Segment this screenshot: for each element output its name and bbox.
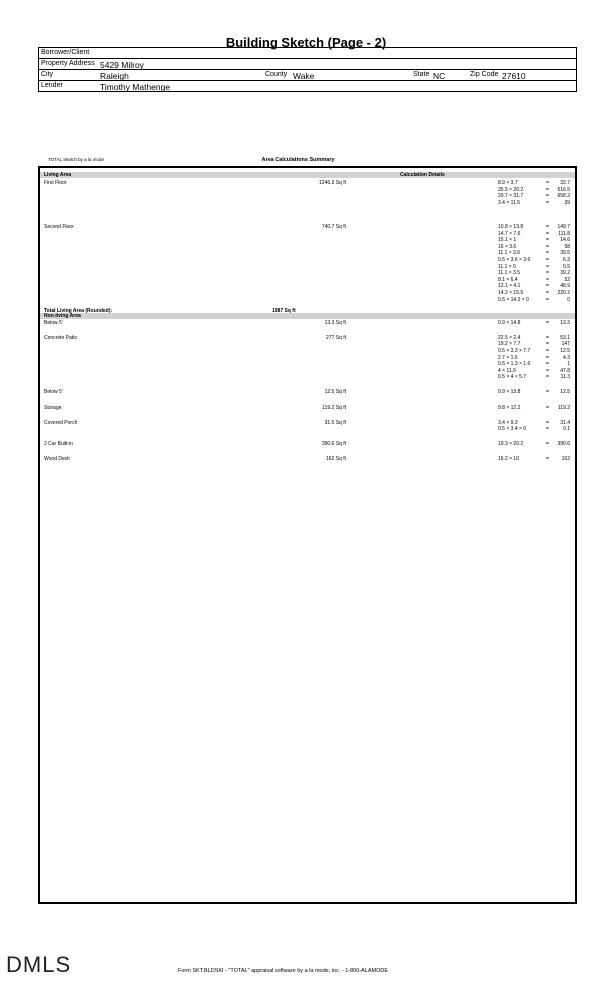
calc-expression: 4 × 11.9 xyxy=(498,367,516,374)
calc-expression: 16 × 3.6 xyxy=(498,243,517,250)
calc-result: 52 xyxy=(564,276,570,283)
lender-row xyxy=(39,81,576,92)
county-label: County xyxy=(265,71,288,78)
property-row xyxy=(39,59,576,70)
calc-line xyxy=(498,389,570,396)
property-label: Property Address xyxy=(41,60,95,67)
area-calculations-box xyxy=(38,166,577,904)
calc-result: 53.1 xyxy=(560,334,570,341)
calc-expression: 19.2 × 7.7 xyxy=(498,341,521,348)
area-value: 13.3 Sq ft xyxy=(324,320,346,327)
living-area-header xyxy=(40,172,575,178)
state-label: State xyxy=(413,71,430,78)
calc-line xyxy=(498,224,570,231)
calc-expression: 11.1 × 0 xyxy=(498,263,516,270)
calc-line xyxy=(498,355,570,362)
calc-line xyxy=(498,320,570,327)
non-living-area-label: Non-living Area xyxy=(44,313,81,320)
calc-expression: 3.4 × 9.3 xyxy=(498,419,518,426)
calc-line xyxy=(498,456,570,463)
area-name: Concrete Patio xyxy=(44,334,78,341)
non-living-area-header xyxy=(40,313,575,319)
calc-result: 658.2 xyxy=(557,193,570,200)
calc-line xyxy=(498,193,570,200)
calc-expression: 0.5 × 14.2 × 0 xyxy=(498,296,529,303)
calc-equals: = xyxy=(546,334,549,341)
calc-equals: = xyxy=(546,193,549,200)
calc-result: 149.7 xyxy=(557,223,570,230)
property-value: 5429 Milroy xyxy=(100,60,144,70)
calc-expression: 0.5 × 1.3 × 1.6 xyxy=(498,361,531,368)
calc-result: 4.3 xyxy=(563,354,570,361)
area-name: First Floor xyxy=(44,180,67,186)
area-value: 740.7 Sq ft xyxy=(321,223,346,230)
calc-line xyxy=(498,180,570,187)
calc-result: 48.9 xyxy=(560,283,570,290)
calc-expression: 16.2 × 10 xyxy=(498,456,519,463)
calc-line xyxy=(498,237,570,244)
calc-result: 0.5 xyxy=(563,263,570,270)
calc-expression: 0.5 × 3.4 × 0 xyxy=(498,426,527,433)
calc-expression: 11.1 × 3.6 xyxy=(498,250,521,257)
calc-line xyxy=(498,264,570,271)
calc-equals: = xyxy=(546,237,549,244)
area-name: 2 Car Built-in xyxy=(44,441,73,448)
area-name: Below 5' xyxy=(44,389,63,396)
area-name: Wood Deck xyxy=(44,456,70,463)
form-footer: Form SKT.BLDSKI - "TOTAL" appraisal software by a la mode, inc. - 1-800-ALAMODE xyxy=(178,968,389,974)
borrower-label: Borrower/Client xyxy=(41,49,90,56)
calc-line xyxy=(498,187,570,194)
calc-line xyxy=(498,348,570,355)
calc-equals: = xyxy=(546,341,549,348)
calc-result: 119.2 xyxy=(557,404,570,411)
state-value: NC xyxy=(433,71,446,81)
calc-line xyxy=(498,374,570,381)
calc-line xyxy=(498,441,570,448)
calc-equals: = xyxy=(546,320,549,327)
calc-line xyxy=(498,250,570,257)
calc-expression: 0.9 × 13.8 xyxy=(498,389,521,396)
area-name: Storage xyxy=(44,404,62,411)
area-value: 119.2 Sq ft xyxy=(322,404,346,411)
calc-line xyxy=(498,277,570,284)
calc-expression: 0.9 × 14.8 xyxy=(498,320,521,327)
calc-result: 31.4 xyxy=(560,419,570,426)
area-value: 162 Sq ft xyxy=(325,456,346,463)
calc-result: 39.2 xyxy=(560,270,570,277)
calc-expression: 0.5 × 3.6 × 3.6 xyxy=(498,256,531,263)
area-name: Below 5' xyxy=(44,320,63,327)
calc-equals: = xyxy=(546,367,549,374)
calc-line xyxy=(498,368,570,375)
area-value: 1246.3 Sq ft xyxy=(319,180,346,186)
calc-equals: = xyxy=(546,419,549,426)
calc-line xyxy=(498,426,570,433)
calc-equals: = xyxy=(546,230,549,237)
calc-result: 58 xyxy=(564,243,570,250)
calc-equals: = xyxy=(546,263,549,270)
calc-line xyxy=(498,335,570,342)
calc-result: 6.3 xyxy=(563,256,570,263)
calc-expression: 9.8 × 12.2 xyxy=(498,404,521,411)
calc-expression: 19.3 × 20.2 xyxy=(498,441,524,448)
calc-equals: = xyxy=(546,243,549,250)
calc-expression: 3.4 × 11.5 xyxy=(498,199,521,206)
dmls-logo: DMLS xyxy=(6,952,72,977)
calc-expression: 14.7 × 7.6 xyxy=(498,230,521,237)
calc-expression: 8.9 × 3.7 xyxy=(498,180,518,186)
calc-line xyxy=(498,405,570,412)
calc-result: 32.7 xyxy=(560,180,570,186)
calc-result: 220.2 xyxy=(557,289,570,296)
calc-equals: = xyxy=(546,374,549,381)
calc-result: 516.5 xyxy=(557,186,570,193)
calc-line xyxy=(498,200,570,207)
calc-equals: = xyxy=(546,270,549,277)
calc-equals: = xyxy=(546,404,549,411)
calc-line xyxy=(498,244,570,251)
area-value: 12.5 Sq ft xyxy=(324,389,346,396)
calc-expression: 10.8 × 13.8 xyxy=(498,223,524,230)
calc-result: 0.1 xyxy=(563,426,570,433)
calc-line xyxy=(498,297,570,304)
calc-line xyxy=(498,341,570,348)
calc-expression: 25.5 × 20.2 xyxy=(498,186,524,193)
county-value: Wake xyxy=(293,71,315,81)
calc-equals: = xyxy=(546,256,549,263)
calc-expression: 22.5 × 2.4 xyxy=(498,334,521,341)
calc-result: 39 xyxy=(564,199,570,206)
calc-expression: 11.1 × 3.5 xyxy=(498,270,521,277)
city-value: Raleigh xyxy=(100,71,129,81)
calc-equals: = xyxy=(546,296,549,303)
lender-label: Lender xyxy=(41,82,63,89)
area-value: 390.6 Sq ft xyxy=(321,441,346,448)
calc-line xyxy=(498,361,570,368)
lender-value: Timothy Mathenge xyxy=(100,82,171,92)
calc-result: 1 xyxy=(567,361,570,368)
calc-result: 0 xyxy=(567,296,570,303)
total-living-label: Total Living Area (Rounded): xyxy=(44,307,113,314)
area-value: 31.5 Sq ft xyxy=(324,419,346,426)
calc-expression: 14.2 × 15.5 xyxy=(498,289,524,296)
calc-result: 12.5 xyxy=(560,347,570,354)
calc-line xyxy=(498,270,570,277)
calc-equals: = xyxy=(546,186,549,193)
area-value: 277 Sq ft xyxy=(325,334,346,341)
calc-result: 11.3 xyxy=(560,374,570,381)
software-note: TOTAL Sketch by a la mode xyxy=(48,157,104,162)
calc-equals: = xyxy=(546,283,549,290)
page-title: Building Sketch (Page - 2) xyxy=(225,35,387,50)
calc-expression: 20.7 × 31.7 xyxy=(498,193,524,200)
calc-equals: = xyxy=(546,180,549,186)
calc-equals: = xyxy=(546,223,549,230)
city-label: City xyxy=(41,71,54,78)
calc-expression: 15.1 × 1 xyxy=(498,237,517,244)
calc-equals: = xyxy=(546,456,549,463)
total-living-value: 1987 Sq ft xyxy=(272,307,296,314)
living-area-label: Living Area xyxy=(44,172,72,178)
calc-expression: 0.5 × 4 × 5.7 xyxy=(498,374,527,381)
calc-equals: = xyxy=(546,347,549,354)
calculation-details-label: Calculation Details xyxy=(400,172,445,178)
summary-title: Area Calculations Summary xyxy=(261,157,335,163)
calc-line xyxy=(498,257,570,264)
calc-result: 162 xyxy=(561,456,570,463)
calc-result: 390.6 xyxy=(557,441,570,448)
calc-result: 13.3 xyxy=(560,320,570,327)
calc-expression: 8.1 × 6.4 xyxy=(498,276,518,283)
calc-result: 14.6 xyxy=(560,237,570,244)
calc-line xyxy=(498,290,570,297)
calc-equals: = xyxy=(546,199,549,206)
calc-result: 147 xyxy=(561,341,570,348)
calc-equals: = xyxy=(546,441,549,448)
calc-equals: = xyxy=(546,426,549,433)
zip-label: Zip Code xyxy=(470,71,499,78)
calc-result: 47.8 xyxy=(560,367,570,374)
property-header xyxy=(38,47,577,92)
calc-equals: = xyxy=(546,250,549,257)
calc-line xyxy=(498,420,570,427)
calc-equals: = xyxy=(546,389,549,396)
city-row xyxy=(39,70,576,81)
calc-expression: 12.1 × 4.1 xyxy=(498,283,521,290)
calc-equals: = xyxy=(546,361,549,368)
calc-result: 39.5 xyxy=(560,250,570,257)
calc-expression: 0.5 × 3.3 × 7.7 xyxy=(498,347,531,354)
area-name: Second Floor xyxy=(44,223,74,230)
borrower-row xyxy=(39,48,576,59)
calc-result: 12.5 xyxy=(560,389,570,396)
calc-equals: = xyxy=(546,276,549,283)
calc-equals: = xyxy=(546,289,549,296)
calc-line xyxy=(498,283,570,290)
zip-value: 27610 xyxy=(502,71,526,81)
calc-line xyxy=(498,231,570,238)
calc-equals: = xyxy=(546,354,549,361)
calc-result: 111.8 xyxy=(558,230,570,237)
area-name: Covered Porch xyxy=(44,419,78,426)
calc-expression: 2.7 × 1.6 xyxy=(498,354,518,361)
